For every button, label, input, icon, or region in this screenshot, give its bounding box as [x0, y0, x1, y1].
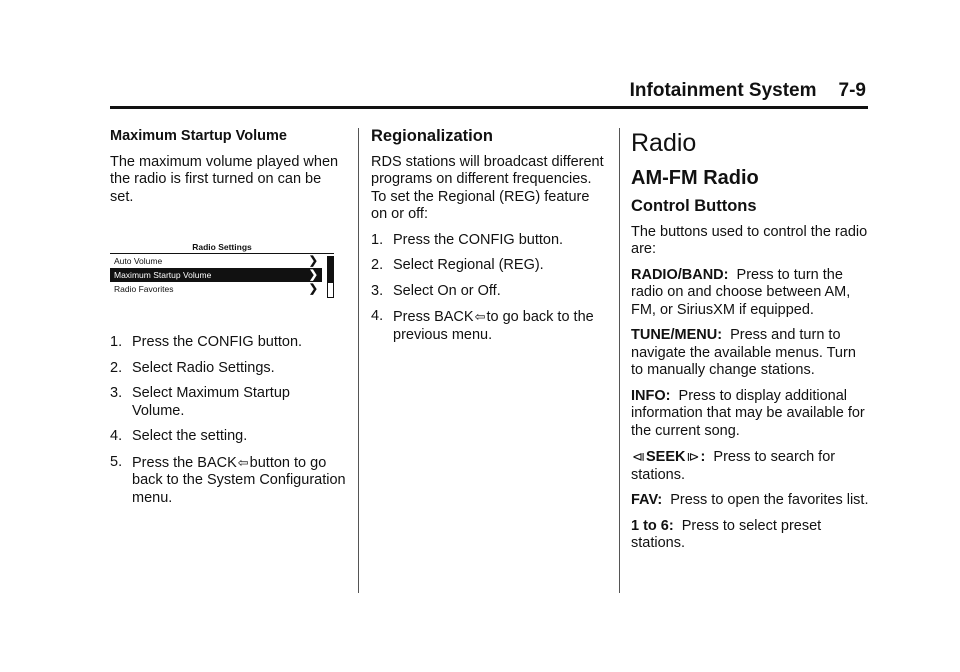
chapter-heading: Radio [631, 129, 697, 157]
definition-item: 1 to 6: Press to select preset stations. [631, 517, 822, 551]
column-radio [631, 128, 871, 561]
section-title: Infotainment System [629, 80, 817, 101]
paragraph: RDS stations will broadcast different programs on different frequencies. To set the Regional (REG) feature on or off: [371, 153, 604, 222]
radio-settings-screen [110, 240, 334, 306]
screen-title: Radio Settings [192, 242, 252, 252]
definition-item: ⧏SEEK⧐: Press to search for stations. [631, 449, 836, 483]
back-arrow-icon: ⇦ [474, 309, 486, 324]
list-item: 4. Select the setting. [110, 428, 248, 444]
page-header [630, 80, 866, 102]
list-item: 3. Select Maximum Startup Volume. [110, 385, 290, 419]
page-number: 7-9 [838, 80, 866, 101]
menu-row-auto-volume: Auto Volume ❯ [114, 255, 318, 267]
chevron-right-icon: ❯ [308, 269, 318, 281]
definition-item: RADIO/BAND: Press to turn the radio on and choose between AM, FM, or SiriusXM if equipped. [631, 266, 851, 318]
section-heading: AM-FM Radio [631, 167, 759, 189]
list-item: 3. Select On or Off. [371, 282, 501, 299]
definition-item: FAV: Press to open the favorites list. [631, 492, 869, 508]
list-item: 5. Press the BACK⇦button to go back to the System Configuration menu. [110, 453, 346, 506]
header-rule [110, 106, 868, 109]
column-divider [358, 128, 359, 593]
column-divider [619, 128, 620, 593]
steps-list [371, 232, 607, 345]
subsection-heading: Maximum Startup Volume [110, 128, 287, 144]
column-maximum-startup-volume [110, 128, 346, 515]
seek-up-icon: ⧐ [686, 449, 700, 464]
paragraph: The buttons used to control the radio are: [631, 223, 868, 257]
list-item: 4. Press BACK⇦to go back to the previous menu. [371, 308, 594, 343]
list-item: 1. Press the CONFIG button. [371, 231, 564, 248]
chevron-right-icon: ❯ [308, 283, 318, 295]
list-item: 2. Select Regional (REG). [371, 257, 544, 273]
back-arrow-icon: ⇦ [237, 454, 249, 470]
scrollbar [327, 256, 334, 298]
list-item: 1. Press the CONFIG button. [110, 334, 303, 350]
section-heading: Regionalization [371, 127, 493, 145]
steps-list [110, 334, 346, 507]
subsection-heading: Control Buttons [631, 197, 757, 215]
seek-down-icon: ⧏ [632, 449, 645, 464]
chevron-right-icon: ❯ [308, 255, 318, 267]
definition-item: TUNE/MENU: Press and turn to navigate the available menus. Turn to manually change stations. [631, 327, 856, 378]
definition-item: INFO: Press to display additional information that may be available for the current song. [631, 387, 865, 439]
column-regionalization [371, 128, 607, 352]
menu-row-maximum-startup-volume: Maximum Startup Volume ❯ [110, 268, 322, 282]
paragraph: The maximum volume played when the radio is first turned on can be set. [110, 153, 339, 205]
list-item: 2. Select Radio Settings. [110, 359, 275, 376]
menu-row-radio-favorites: Radio Favorites ❯ [114, 283, 318, 295]
